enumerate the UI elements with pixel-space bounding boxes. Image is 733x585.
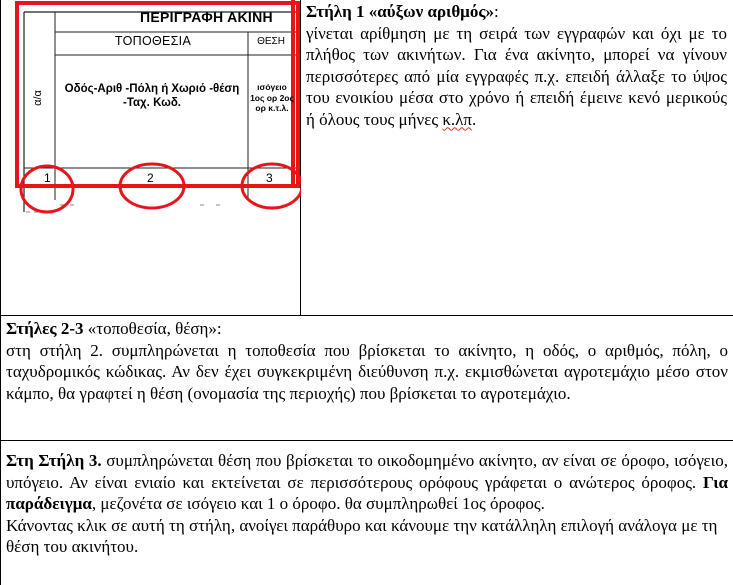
form-col2-number: 2 <box>147 171 154 185</box>
table-divider-row2 <box>0 440 733 441</box>
form-col3-number: 3 <box>266 171 273 185</box>
section3-paragraph <box>6 450 728 515</box>
form-col1-label: α/α <box>31 90 44 106</box>
form-col2-header: ΤΟΠΟΘΕΣΙΑ <box>114 34 192 48</box>
form-title: ΠΕΡΙΓΡΑΦΗ ΑΚΙΝΗ <box>140 9 273 25</box>
section1-body-end: . <box>471 109 477 129</box>
section1-heading: Στήλη 1 «αύξων αριθμός» <box>306 2 494 21</box>
form-col2-body: Οδός-Αριθ -Πόλη ή Χωριό -θέση -Ταχ. Κωδ. <box>64 83 240 109</box>
section2-body: στη στήλη 2. συμπληρώνεται η τοποθεσία που βρίσκεται το ακίνητο, η οδός, ο αριθμός, πόλη, ο ταχυδρομικός κώδικας. Αν δεν έχει συγκεκριμένη διεύθυνση π.χ. εκμισθώνεται αγροτεμάχιο μέσο στον κάμπο, θα γραφτεί η θέση (ονομασία της περιοχής) που βρίσκεται το αγροτεμάχιο. <box>6 340 728 403</box>
section-columns-2-3 <box>6 318 728 404</box>
section3-body2: , μεζονέτα σε ισόγειο και 1 ο όροφο. θα συμπληρωθεί 1ος όροφος. <box>91 494 545 513</box>
form-col3-header: ΘΕΣΗ <box>257 36 285 47</box>
section3-body1: συμπληρώνεται θέση που βρίσκεται το οικοδομημένο ακίνητο, αν είναι σε όροφο, ισόγειο, υπόγειο. Αν είναι ενιαίο και εκτείνεται σε περισσότερους ορόφους γράφεται ο ανώτερος όροφος. <box>6 451 728 492</box>
section2-heading-rest: «τοποθεσία, θέση»: <box>83 319 222 338</box>
section1-heading-colon: : <box>494 2 499 21</box>
section1-body-main: γίνεται αρίθμηση με τη σειρά των εγγραφών και όχι με το πλήθος των ακινήτων. Για ένα ακίνητο, μπορεί να γίνουν περισσότερες από μία εγγραφές π.χ. επειδή άλλαξε το ύψος του ενοικίου μέσα στο χρόνο ή επειδή έμεινε κενό μερικούς ή όλους τους μήνες <box>306 23 727 129</box>
section3-body3: Κάνοντας κλικ σε αυτή τη στήλη, ανοίγει παράθυρο και κάνουμε την κατάλληλη επιλογή ανάλογα με τη θέση του ακινήτου. <box>6 515 718 556</box>
section2-heading: Στήλες 2-3 <box>6 319 84 338</box>
form-col1-number: 1 <box>44 171 51 185</box>
section3-example-label: Για παράδειγμα <box>6 472 728 513</box>
section1-body <box>306 23 727 131</box>
section3-heading: Στη Στήλη 3. <box>6 451 102 470</box>
form-col3-body: ισόγειο 1ος ορ 2ος ορ κ.τ.λ. <box>250 82 294 113</box>
section-column1 <box>306 1 727 130</box>
section1-body-abbrev: κ.λπ <box>442 109 472 129</box>
table-divider-row1 <box>0 315 733 316</box>
form-excerpt-image <box>0 0 301 315</box>
section-column3 <box>6 450 728 558</box>
